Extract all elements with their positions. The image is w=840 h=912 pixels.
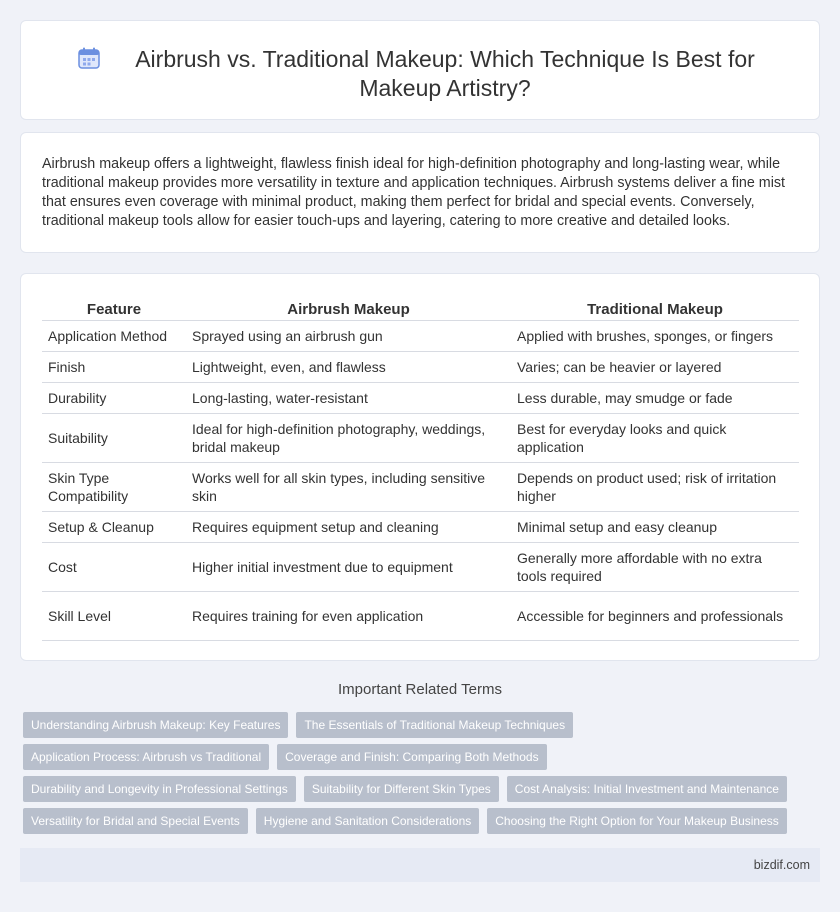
intro-paragraph: Airbrush makeup offers a lightweight, flawless finish ideal for high-definition photography and long-lasting wear, while traditional makeup provides more versatility in texture and application techniques. Airbrush systems deliver a fine mist that ensures even coverage with minimal product, making them perfect for bridal and special events. Conversely, traditional makeup tools allow for easier touch-ups and layering, catering to more creative and detailed looks. bbox=[42, 156, 785, 229]
header-feature: Feature bbox=[42, 296, 186, 320]
related-tags-row bbox=[23, 744, 555, 770]
related-tags-row bbox=[23, 776, 795, 802]
comparison-card bbox=[20, 273, 820, 661]
table-row bbox=[42, 462, 799, 511]
table-header-row bbox=[42, 296, 799, 320]
traditional-cell: Generally more affordable with no extra tools required bbox=[511, 542, 799, 591]
intro-card bbox=[20, 132, 820, 253]
related-tag[interactable]: Versatility for Bridal and Special Events bbox=[23, 808, 248, 834]
footer-site-link[interactable]: bizdif.com bbox=[753, 858, 810, 872]
related-terms-title: Important Related Terms bbox=[338, 681, 502, 698]
related-tag[interactable]: Coverage and Finish: Comparing Both Methods bbox=[277, 744, 546, 770]
related-tag[interactable]: Cost Analysis: Initial Investment and Maintenance bbox=[507, 776, 787, 802]
table-row bbox=[42, 382, 799, 413]
table-row bbox=[42, 511, 799, 542]
airbrush-cell: Requires equipment setup and cleaning bbox=[186, 511, 511, 542]
related-tag[interactable]: The Essentials of Traditional Makeup Techniques bbox=[296, 712, 573, 738]
related-tag[interactable]: Application Process: Airbrush vs Traditional bbox=[23, 744, 269, 770]
traditional-cell: Accessible for beginners and professionals bbox=[511, 591, 799, 640]
table-row bbox=[42, 413, 799, 462]
airbrush-cell: Ideal for high-definition photography, weddings, bridal makeup bbox=[186, 413, 511, 462]
related-tag[interactable]: Understanding Airbrush Makeup: Key Features bbox=[23, 712, 288, 738]
traditional-cell: Less durable, may smudge or fade bbox=[511, 382, 799, 413]
table-row bbox=[42, 591, 799, 640]
traditional-cell: Depends on product used; risk of irritation higher bbox=[511, 462, 799, 511]
airbrush-cell: Long-lasting, water-resistant bbox=[186, 382, 511, 413]
feature-cell: Finish bbox=[42, 351, 186, 382]
traditional-cell: Minimal setup and easy cleanup bbox=[511, 511, 799, 542]
related-tag[interactable]: Durability and Longevity in Professional Settings bbox=[23, 776, 296, 802]
table-row bbox=[42, 542, 799, 591]
airbrush-cell: Lightweight, even, and flawless bbox=[186, 351, 511, 382]
traditional-cell: Varies; can be heavier or layered bbox=[511, 351, 799, 382]
feature-cell: Cost bbox=[42, 542, 186, 591]
table-row bbox=[42, 320, 799, 351]
feature-cell: Suitability bbox=[42, 413, 186, 462]
related-tag[interactable]: Hygiene and Sanitation Considerations bbox=[256, 808, 479, 834]
related-tags-row bbox=[23, 712, 581, 738]
header-card bbox=[20, 20, 820, 120]
feature-cell: Skill Level bbox=[42, 591, 186, 640]
feature-cell: Durability bbox=[42, 382, 186, 413]
comparison-table bbox=[42, 296, 799, 641]
feature-cell: Setup & Cleanup bbox=[42, 511, 186, 542]
page-title: Airbrush vs. Traditional Makeup: Which Technique Is Best for Makeup Artistry? bbox=[135, 46, 755, 101]
related-tag[interactable]: Suitability for Different Skin Types bbox=[304, 776, 499, 802]
footer bbox=[20, 848, 820, 882]
header-traditional: Traditional Makeup bbox=[511, 296, 799, 320]
feature-cell: Skin Type Compatibility bbox=[42, 462, 186, 511]
related-tag[interactable]: Choosing the Right Option for Your Makeup Business bbox=[487, 808, 787, 834]
feature-cell: Application Method bbox=[42, 320, 186, 351]
traditional-cell: Applied with brushes, sponges, or fingers bbox=[511, 320, 799, 351]
header-airbrush: Airbrush Makeup bbox=[186, 296, 511, 320]
related-tags-row bbox=[23, 808, 795, 834]
airbrush-cell: Works well for all skin types, including sensitive skin bbox=[186, 462, 511, 511]
table-row bbox=[42, 351, 799, 382]
traditional-cell: Best for everyday looks and quick application bbox=[511, 413, 799, 462]
airbrush-cell: Higher initial investment due to equipment bbox=[186, 542, 511, 591]
airbrush-cell: Requires training for even application bbox=[186, 591, 511, 640]
airbrush-cell: Sprayed using an airbrush gun bbox=[186, 320, 511, 351]
